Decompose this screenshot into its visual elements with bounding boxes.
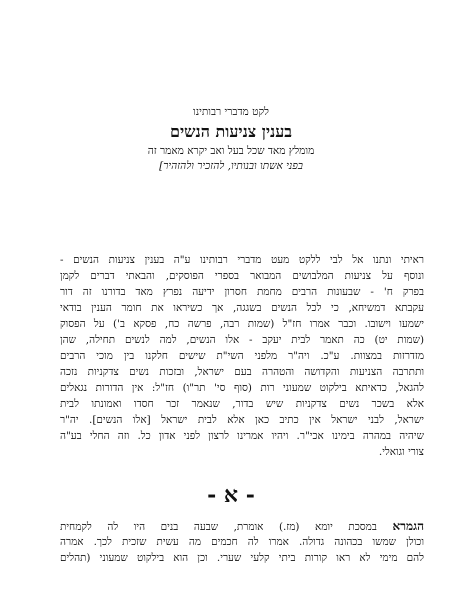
header-note: בפני אשתו ובנותיו, להזכיר ולהזהיר] [159, 160, 303, 172]
body-line: ישראל, לבני ישראל אין כתיב כאן אלא לבית ישראל [אלו הנשים]. יה"ר [60, 414, 424, 426]
page-title: בענין צניעות הנשים [170, 122, 292, 141]
body-line: ותתרבה הצניעות והקדושה והטהרה בעם ישראל, ובזכות נשים צדקניות נזכה [60, 366, 424, 378]
section-lead-word: הגמרא [392, 519, 424, 533]
section-line [60, 518, 424, 534]
body-line: שיהיה במהרה בימינו אכי"ר. ויהיו אמרינו לרצון לפני אדון כל. וזה החלי בע"ה [60, 430, 424, 442]
body-line: ראיתי ונתנו אל לבי ללקט מעט מדברי רבותינו ע"ה בענין צניעות הנשים - [60, 254, 424, 266]
section-line-text: במסכת יומא (מז.) אומרת, שבעה בנים היו לה לקמחית [60, 521, 377, 533]
section-marker: - א - [207, 482, 255, 508]
body-line: צורי וגואלי. [378, 446, 424, 458]
body-line: ישמעו וישובו. וכבר אמרו חז"ל (שמות רבה, פרשה כח, פסקא ב') על הפסוק [60, 318, 424, 330]
body-line: (שמות יט) כה תאמר לבית יעקב - אלו הנשים, למה לנשים תחילה, שהן [60, 334, 424, 346]
header-recommendation: מומלץ מאד שכל בעל ואב יקרא מאמר זה [147, 145, 315, 157]
header-subtitle: לקט מדברי רבותינו [193, 106, 269, 118]
body-line: אלא בשכר נשים צדקניות שיש בדור, שנאמר זכר חסדו ואמונתו לבית [60, 398, 424, 410]
body-line: להגאל, כדאיתא בילקוט שמעוני רות (סוף סי' תר"ו) חז"ל: אין הדורות נגאלים [60, 382, 424, 394]
section-line: וכולן שמשו בכהונה גדולה. אמרו לה חכמים מה עשית שזכית לכך. אמרה [60, 536, 424, 548]
section-line: להם מימי לא ראו קורות ביתי קלעי שערי. וכן הוא בילקוט שמעוני (תהלים [60, 552, 424, 564]
body-line: בפרק ח' - שבעונות הרבים מחמת חסרון ידיעה נפרץ מאד בדורנו זה דור [60, 286, 424, 298]
body-line: מזדרזות במצוות. ע"כ. ויה"ר מלפני השי"ת שישים חלקנו בין מוכי הרבים [60, 350, 424, 362]
body-line: עקבתא דמשיחא, כי לכל הנשים בשגגה, אך כשיראו את חומר הענין בודאי [60, 302, 424, 314]
body-line: ונוסף על צניעות המלבושים המבואר בספרי הפוסקים, והבאתי דברים לקמן [60, 270, 424, 282]
